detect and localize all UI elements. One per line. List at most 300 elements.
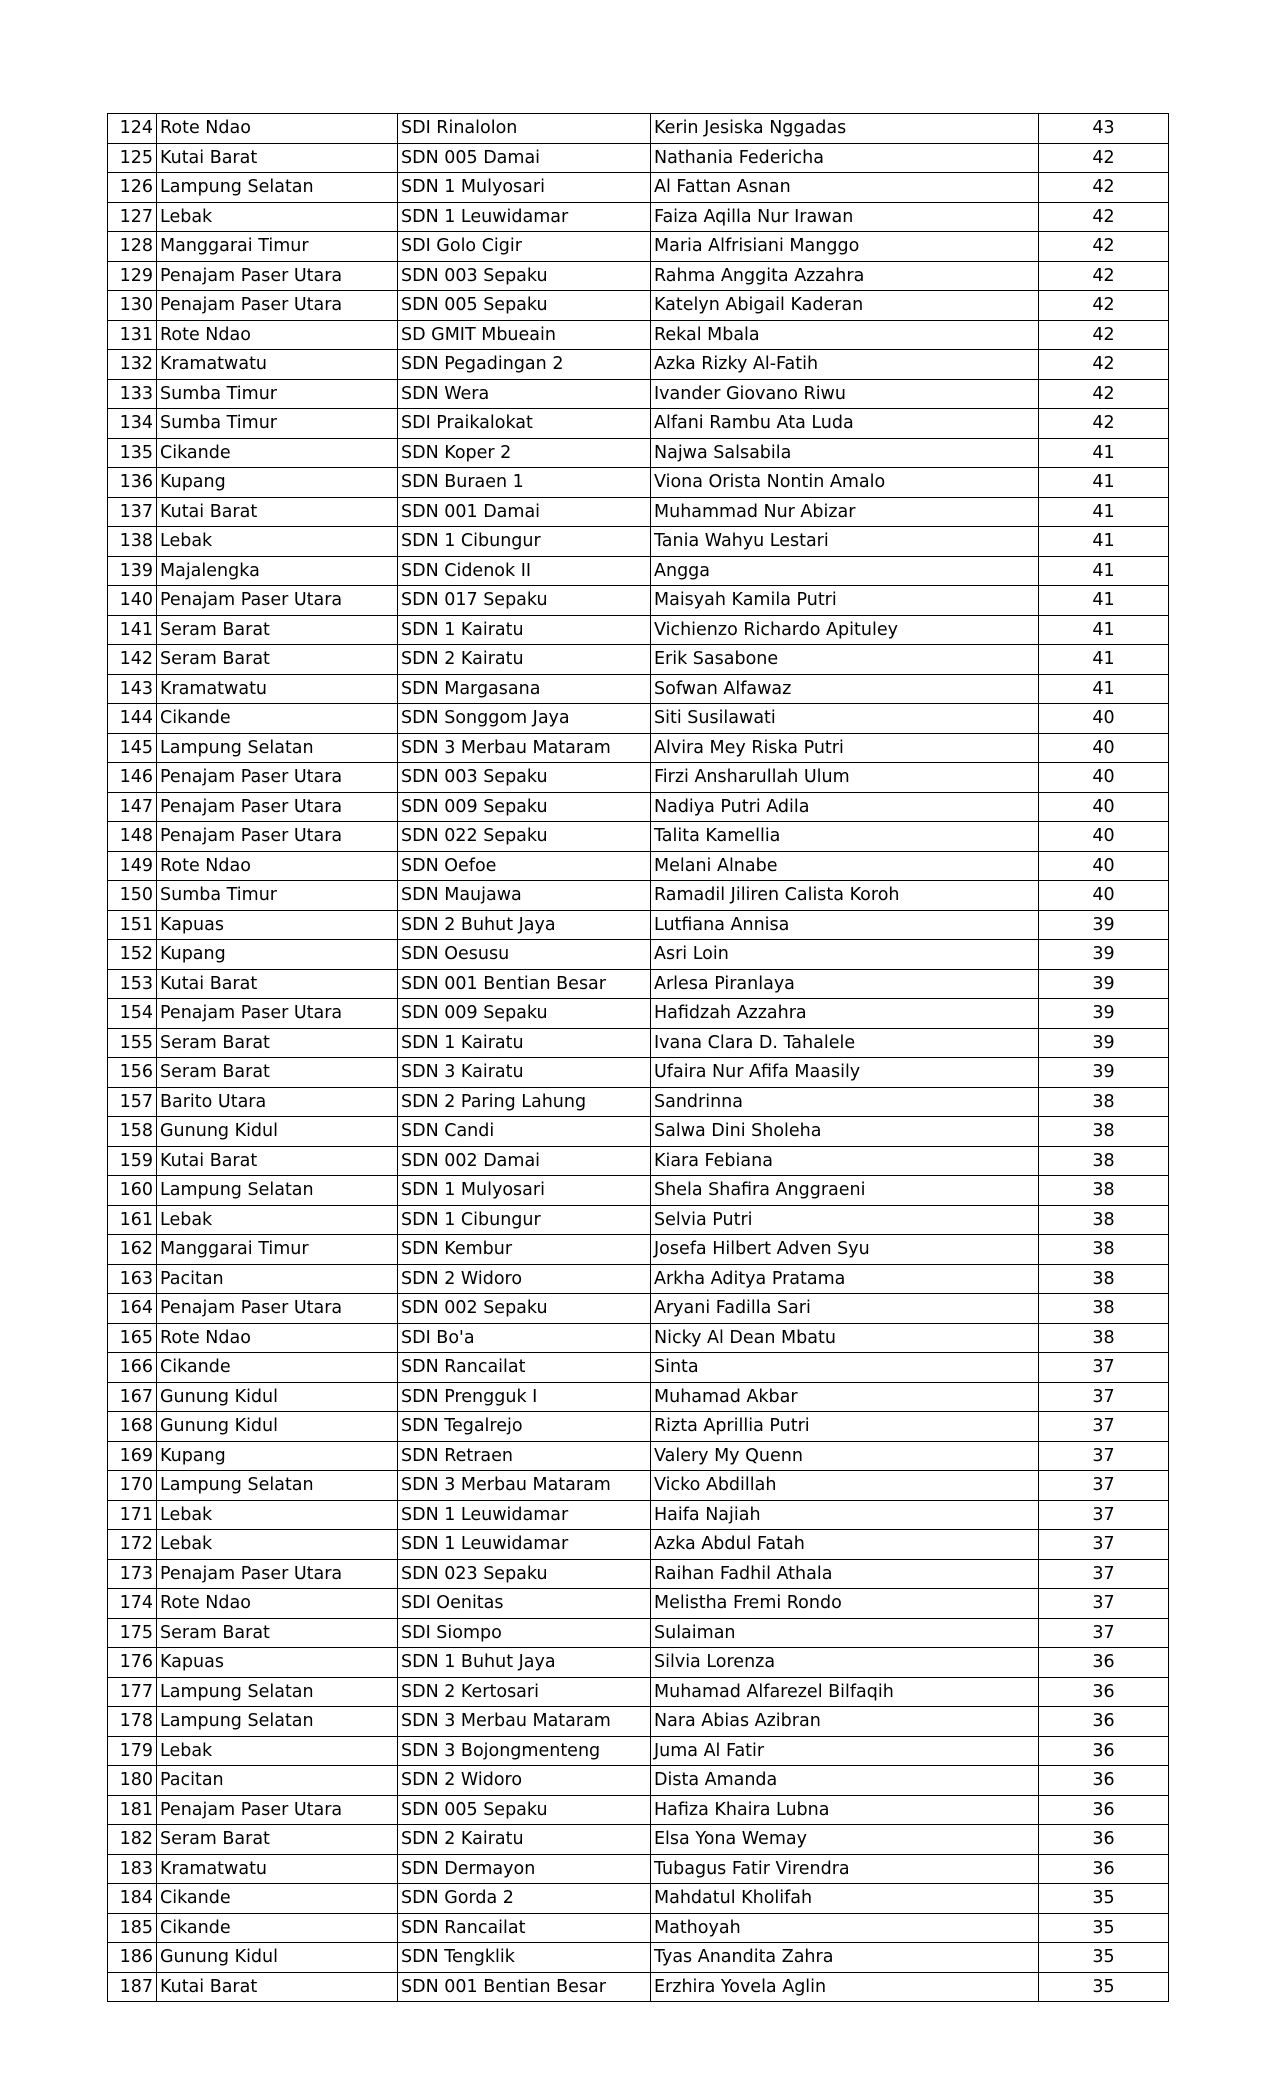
region-cell: Lampung Selatan — [157, 1471, 398, 1501]
score-cell: 40 — [1039, 763, 1169, 793]
row-number-cell: 127 — [108, 202, 157, 232]
table-row — [108, 1382, 1169, 1412]
school-cell: SDN 022 Sepaku — [398, 822, 651, 852]
score-cell: 41 — [1039, 645, 1169, 675]
region-cell: Seram Barat — [157, 645, 398, 675]
region-cell: Kramatwatu — [157, 350, 398, 380]
school-cell: SDN Tegalrejo — [398, 1412, 651, 1442]
table-row — [108, 733, 1169, 763]
region-cell: Kramatwatu — [157, 1854, 398, 1884]
student-name-cell: Melani Alnabe — [651, 851, 1039, 881]
region-cell: Kutai Barat — [157, 969, 398, 999]
student-name-cell: Ivander Giovano Riwu — [651, 379, 1039, 409]
region-cell: Seram Barat — [157, 1028, 398, 1058]
score-cell: 37 — [1039, 1382, 1169, 1412]
student-name-cell: Faiza Aqilla Nur Irawan — [651, 202, 1039, 232]
table-row — [108, 173, 1169, 203]
region-cell: Lampung Selatan — [157, 1677, 398, 1707]
student-name-cell: Vichienzo Richardo Apituley — [651, 615, 1039, 645]
school-cell: SDN 3 Merbau Mataram — [398, 1471, 651, 1501]
row-number-cell: 164 — [108, 1294, 157, 1324]
score-cell: 37 — [1039, 1589, 1169, 1619]
table-row — [108, 232, 1169, 262]
results-table — [107, 113, 1169, 2002]
school-cell: SDN 2 Kairatu — [398, 1825, 651, 1855]
row-number-cell: 147 — [108, 792, 157, 822]
region-cell: Seram Barat — [157, 1058, 398, 1088]
region-cell: Sumba Timur — [157, 409, 398, 439]
school-cell: SDN 1 Mulyosari — [398, 173, 651, 203]
region-cell: Penajam Paser Utara — [157, 763, 398, 793]
score-cell: 35 — [1039, 1943, 1169, 1973]
region-cell: Penajam Paser Utara — [157, 1559, 398, 1589]
region-cell: Penajam Paser Utara — [157, 291, 398, 321]
school-cell: SDN 001 Bentian Besar — [398, 969, 651, 999]
school-cell: SDI Oenitas — [398, 1589, 651, 1619]
student-name-cell: Azka Abdul Fatah — [651, 1530, 1039, 1560]
student-name-cell: Nadiya Putri Adila — [651, 792, 1039, 822]
student-name-cell: Firzi Ansharullah Ulum — [651, 763, 1039, 793]
row-number-cell: 167 — [108, 1382, 157, 1412]
school-cell: SDI Siompo — [398, 1618, 651, 1648]
table-row — [108, 1117, 1169, 1147]
table-row — [108, 851, 1169, 881]
region-cell: Kapuas — [157, 910, 398, 940]
student-name-cell: Erik Sasabone — [651, 645, 1039, 675]
region-cell: Penajam Paser Utara — [157, 1294, 398, 1324]
school-cell: SDN Songgom Jaya — [398, 704, 651, 734]
region-cell: Lebak — [157, 527, 398, 557]
table-row — [108, 674, 1169, 704]
region-cell: Penajam Paser Utara — [157, 261, 398, 291]
school-cell: SDN 009 Sepaku — [398, 999, 651, 1029]
table-row — [108, 350, 1169, 380]
score-cell: 36 — [1039, 1707, 1169, 1737]
region-cell: Kutai Barat — [157, 1972, 398, 2002]
table-row — [108, 1176, 1169, 1206]
score-cell: 36 — [1039, 1854, 1169, 1884]
row-number-cell: 136 — [108, 468, 157, 498]
table-row — [108, 143, 1169, 173]
student-name-cell: Alvira Mey Riska Putri — [651, 733, 1039, 763]
score-cell: 37 — [1039, 1559, 1169, 1589]
score-cell: 40 — [1039, 704, 1169, 734]
row-number-cell: 170 — [108, 1471, 157, 1501]
score-cell: 36 — [1039, 1736, 1169, 1766]
row-number-cell: 132 — [108, 350, 157, 380]
school-cell: SDN 001 Bentian Besar — [398, 1972, 651, 2002]
school-cell: SDN 002 Damai — [398, 1146, 651, 1176]
row-number-cell: 154 — [108, 999, 157, 1029]
student-name-cell: Talita Kamellia — [651, 822, 1039, 852]
score-cell: 40 — [1039, 822, 1169, 852]
table-row — [108, 822, 1169, 852]
row-number-cell: 186 — [108, 1943, 157, 1973]
region-cell: Gunung Kidul — [157, 1382, 398, 1412]
score-cell: 42 — [1039, 143, 1169, 173]
student-name-cell: Muhamad Akbar — [651, 1382, 1039, 1412]
row-number-cell: 149 — [108, 851, 157, 881]
row-number-cell: 178 — [108, 1707, 157, 1737]
region-cell: Barito Utara — [157, 1087, 398, 1117]
school-cell: SDN 005 Sepaku — [398, 291, 651, 321]
row-number-cell: 169 — [108, 1441, 157, 1471]
score-cell: 40 — [1039, 881, 1169, 911]
score-cell: 37 — [1039, 1441, 1169, 1471]
score-cell: 36 — [1039, 1766, 1169, 1796]
student-name-cell: Shela Shafira Anggraeni — [651, 1176, 1039, 1206]
table-row — [108, 291, 1169, 321]
school-cell: SDN Oesusu — [398, 940, 651, 970]
student-name-cell: Josefa Hilbert Adven Syu — [651, 1235, 1039, 1265]
score-cell: 40 — [1039, 851, 1169, 881]
table-row — [108, 615, 1169, 645]
score-cell: 38 — [1039, 1235, 1169, 1265]
student-name-cell: Valery My Quenn — [651, 1441, 1039, 1471]
school-cell: SDN 2 Kairatu — [398, 645, 651, 675]
school-cell: SDN 1 Kairatu — [398, 615, 651, 645]
school-cell: SDN 005 Sepaku — [398, 1795, 651, 1825]
score-cell: 37 — [1039, 1500, 1169, 1530]
score-cell: 36 — [1039, 1795, 1169, 1825]
school-cell: SDN 005 Damai — [398, 143, 651, 173]
table-row — [108, 1766, 1169, 1796]
row-number-cell: 144 — [108, 704, 157, 734]
region-cell: Penajam Paser Utara — [157, 999, 398, 1029]
score-cell: 42 — [1039, 261, 1169, 291]
school-cell: SDN 1 Leuwidamar — [398, 1530, 651, 1560]
score-cell: 42 — [1039, 232, 1169, 262]
table-row — [108, 881, 1169, 911]
row-number-cell: 187 — [108, 1972, 157, 2002]
score-cell: 38 — [1039, 1264, 1169, 1294]
table-row — [108, 1913, 1169, 1943]
student-name-cell: Mahdatul Kholifah — [651, 1884, 1039, 1914]
row-number-cell: 156 — [108, 1058, 157, 1088]
table-row — [108, 1589, 1169, 1619]
score-cell: 39 — [1039, 969, 1169, 999]
student-name-cell: Arlesa Piranlaya — [651, 969, 1039, 999]
table-row — [108, 999, 1169, 1029]
row-number-cell: 161 — [108, 1205, 157, 1235]
table-row — [108, 1412, 1169, 1442]
score-cell: 40 — [1039, 792, 1169, 822]
score-cell: 38 — [1039, 1205, 1169, 1235]
school-cell: SDI Praikalokat — [398, 409, 651, 439]
row-number-cell: 141 — [108, 615, 157, 645]
table-row — [108, 556, 1169, 586]
student-name-cell: Hafidzah Azzahra — [651, 999, 1039, 1029]
student-name-cell: Rizta Aprillia Putri — [651, 1412, 1039, 1442]
school-cell: SDN 1 Mulyosari — [398, 1176, 651, 1206]
table-row — [108, 1353, 1169, 1383]
student-name-cell: Kerin Jesiska Nggadas — [651, 114, 1039, 144]
student-name-cell: Maisyah Kamila Putri — [651, 586, 1039, 616]
score-cell: 41 — [1039, 468, 1169, 498]
row-number-cell: 133 — [108, 379, 157, 409]
table-row — [108, 1618, 1169, 1648]
school-cell: SDN 003 Sepaku — [398, 261, 651, 291]
score-cell: 40 — [1039, 733, 1169, 763]
school-cell: SDI Golo Cigir — [398, 232, 651, 262]
school-cell: SDI Rinalolon — [398, 114, 651, 144]
student-name-cell: Tyas Anandita Zahra — [651, 1943, 1039, 1973]
row-number-cell: 155 — [108, 1028, 157, 1058]
student-name-cell: Tania Wahyu Lestari — [651, 527, 1039, 557]
row-number-cell: 185 — [108, 1913, 157, 1943]
region-cell: Pacitan — [157, 1264, 398, 1294]
row-number-cell: 139 — [108, 556, 157, 586]
row-number-cell: 125 — [108, 143, 157, 173]
table-row — [108, 792, 1169, 822]
table-row — [108, 645, 1169, 675]
region-cell: Kutai Barat — [157, 1146, 398, 1176]
school-cell: SDN Maujawa — [398, 881, 651, 911]
score-cell: 41 — [1039, 674, 1169, 704]
table-row — [108, 1146, 1169, 1176]
table-row — [108, 969, 1169, 999]
table-row — [108, 438, 1169, 468]
row-number-cell: 175 — [108, 1618, 157, 1648]
region-cell: Seram Barat — [157, 1825, 398, 1855]
student-name-cell: Rahma Anggita Azzahra — [651, 261, 1039, 291]
score-cell: 38 — [1039, 1117, 1169, 1147]
student-name-cell: Selvia Putri — [651, 1205, 1039, 1235]
student-name-cell: Rekal Mbala — [651, 320, 1039, 350]
row-number-cell: 184 — [108, 1884, 157, 1914]
school-cell: SDN 3 Merbau Mataram — [398, 1707, 651, 1737]
row-number-cell: 166 — [108, 1353, 157, 1383]
region-cell: Lampung Selatan — [157, 1176, 398, 1206]
table-row — [108, 763, 1169, 793]
region-cell: Penajam Paser Utara — [157, 1795, 398, 1825]
student-name-cell: Maria Alfrisiani Manggo — [651, 232, 1039, 262]
region-cell: Manggarai Timur — [157, 1235, 398, 1265]
student-name-cell: Erzhira Yovela Aglin — [651, 1972, 1039, 2002]
table-row — [108, 1854, 1169, 1884]
row-number-cell: 180 — [108, 1766, 157, 1796]
region-cell: Lampung Selatan — [157, 733, 398, 763]
row-number-cell: 168 — [108, 1412, 157, 1442]
score-cell: 38 — [1039, 1087, 1169, 1117]
student-name-cell: Salwa Dini Sholeha — [651, 1117, 1039, 1147]
table-body — [108, 114, 1169, 2002]
score-cell: 41 — [1039, 497, 1169, 527]
school-cell: SDN 001 Damai — [398, 497, 651, 527]
table-row — [108, 320, 1169, 350]
row-number-cell: 151 — [108, 910, 157, 940]
row-number-cell: 172 — [108, 1530, 157, 1560]
table-row — [108, 1205, 1169, 1235]
row-number-cell: 129 — [108, 261, 157, 291]
row-number-cell: 142 — [108, 645, 157, 675]
region-cell: Gunung Kidul — [157, 1412, 398, 1442]
student-name-cell: Siti Susilawati — [651, 704, 1039, 734]
region-cell: Majalengka — [157, 556, 398, 586]
student-name-cell: Ivana Clara D. Tahalele — [651, 1028, 1039, 1058]
region-cell: Kapuas — [157, 1648, 398, 1678]
region-cell: Lebak — [157, 202, 398, 232]
region-cell: Lebak — [157, 1205, 398, 1235]
school-cell: SDN 017 Sepaku — [398, 586, 651, 616]
student-name-cell: Sulaiman — [651, 1618, 1039, 1648]
school-cell: SDN Buraen 1 — [398, 468, 651, 498]
school-cell: SDN 3 Kairatu — [398, 1058, 651, 1088]
region-cell: Gunung Kidul — [157, 1117, 398, 1147]
student-name-cell: Nicky Al Dean Mbatu — [651, 1323, 1039, 1353]
score-cell: 37 — [1039, 1471, 1169, 1501]
region-cell: Cikande — [157, 704, 398, 734]
score-cell: 42 — [1039, 409, 1169, 439]
school-cell: SDN Dermayon — [398, 1854, 651, 1884]
region-cell: Penajam Paser Utara — [157, 792, 398, 822]
region-cell: Seram Barat — [157, 615, 398, 645]
table-row — [108, 1471, 1169, 1501]
region-cell: Kutai Barat — [157, 143, 398, 173]
student-name-cell: Ramadil Jiliren Calista Koroh — [651, 881, 1039, 911]
student-name-cell: Vicko Abdillah — [651, 1471, 1039, 1501]
row-number-cell: 157 — [108, 1087, 157, 1117]
region-cell: Lampung Selatan — [157, 1707, 398, 1737]
school-cell: SDN 1 Leuwidamar — [398, 1500, 651, 1530]
row-number-cell: 160 — [108, 1176, 157, 1206]
student-name-cell: Muhammad Nur Abizar — [651, 497, 1039, 527]
score-cell: 36 — [1039, 1677, 1169, 1707]
school-cell: SDN 023 Sepaku — [398, 1559, 651, 1589]
school-cell: SDN Oefoe — [398, 851, 651, 881]
score-cell: 36 — [1039, 1825, 1169, 1855]
school-cell: SDN 2 Buhut Jaya — [398, 910, 651, 940]
school-cell: SDI Bo'a — [398, 1323, 651, 1353]
student-name-cell: Viona Orista Nontin Amalo — [651, 468, 1039, 498]
school-cell: SDN 2 Kertosari — [398, 1677, 651, 1707]
table-row — [108, 1028, 1169, 1058]
student-name-cell: Arkha Aditya Pratama — [651, 1264, 1039, 1294]
table-row — [108, 1707, 1169, 1737]
student-name-cell: Katelyn Abigail Kaderan — [651, 291, 1039, 321]
score-cell: 38 — [1039, 1323, 1169, 1353]
school-cell: SDN Pegadingan 2 — [398, 350, 651, 380]
student-name-cell: Lutfiana Annisa — [651, 910, 1039, 940]
score-cell: 37 — [1039, 1353, 1169, 1383]
region-cell: Lampung Selatan — [157, 173, 398, 203]
score-cell: 42 — [1039, 350, 1169, 380]
region-cell: Sumba Timur — [157, 881, 398, 911]
score-cell: 38 — [1039, 1294, 1169, 1324]
school-cell: SDN 2 Paring Lahung — [398, 1087, 651, 1117]
row-number-cell: 171 — [108, 1500, 157, 1530]
row-number-cell: 165 — [108, 1323, 157, 1353]
row-number-cell: 158 — [108, 1117, 157, 1147]
table-row — [108, 1500, 1169, 1530]
region-cell: Rote Ndao — [157, 851, 398, 881]
row-number-cell: 177 — [108, 1677, 157, 1707]
student-name-cell: Alfani Rambu Ata Luda — [651, 409, 1039, 439]
region-cell: Kramatwatu — [157, 674, 398, 704]
table-row — [108, 261, 1169, 291]
row-number-cell: 137 — [108, 497, 157, 527]
score-cell: 38 — [1039, 1176, 1169, 1206]
row-number-cell: 152 — [108, 940, 157, 970]
score-cell: 42 — [1039, 320, 1169, 350]
table-row — [108, 409, 1169, 439]
score-cell: 41 — [1039, 586, 1169, 616]
region-cell: Lebak — [157, 1500, 398, 1530]
region-cell: Cikande — [157, 1913, 398, 1943]
row-number-cell: 159 — [108, 1146, 157, 1176]
score-cell: 35 — [1039, 1972, 1169, 2002]
student-name-cell: Mathoyah — [651, 1913, 1039, 1943]
row-number-cell: 126 — [108, 173, 157, 203]
table-row — [108, 1058, 1169, 1088]
region-cell: Kutai Barat — [157, 497, 398, 527]
school-cell: SDN Tengklik — [398, 1943, 651, 1973]
row-number-cell: 173 — [108, 1559, 157, 1589]
score-cell: 42 — [1039, 291, 1169, 321]
table-row — [108, 910, 1169, 940]
student-name-cell: Najwa Salsabila — [651, 438, 1039, 468]
row-number-cell: 162 — [108, 1235, 157, 1265]
table-row — [108, 202, 1169, 232]
region-cell: Kupang — [157, 468, 398, 498]
row-number-cell: 183 — [108, 1854, 157, 1884]
row-number-cell: 130 — [108, 291, 157, 321]
table-row — [108, 1294, 1169, 1324]
student-name-cell: Ufaira Nur Afifa Maasily — [651, 1058, 1039, 1088]
student-name-cell: Elsa Yona Wemay — [651, 1825, 1039, 1855]
student-name-cell: Al Fattan Asnan — [651, 173, 1039, 203]
table-row — [108, 940, 1169, 970]
row-number-cell: 153 — [108, 969, 157, 999]
school-cell: SDN 2 Widoro — [398, 1264, 651, 1294]
row-number-cell: 181 — [108, 1795, 157, 1825]
school-cell: SDN 3 Bojongmenteng — [398, 1736, 651, 1766]
table-row — [108, 1677, 1169, 1707]
row-number-cell: 174 — [108, 1589, 157, 1619]
table-row — [108, 704, 1169, 734]
school-cell: SDN Retraen — [398, 1441, 651, 1471]
school-cell: SDN Candi — [398, 1117, 651, 1147]
row-number-cell: 138 — [108, 527, 157, 557]
score-cell: 36 — [1039, 1648, 1169, 1678]
row-number-cell: 128 — [108, 232, 157, 262]
score-cell: 41 — [1039, 615, 1169, 645]
region-cell: Rote Ndao — [157, 1589, 398, 1619]
row-number-cell: 131 — [108, 320, 157, 350]
student-name-cell: Sinta — [651, 1353, 1039, 1383]
score-cell: 39 — [1039, 910, 1169, 940]
row-number-cell: 148 — [108, 822, 157, 852]
student-name-cell: Juma Al Fatir — [651, 1736, 1039, 1766]
table-row — [108, 1795, 1169, 1825]
school-cell: SDN 1 Cibungur — [398, 1205, 651, 1235]
table-row — [108, 379, 1169, 409]
table-row — [108, 1323, 1169, 1353]
row-number-cell: 135 — [108, 438, 157, 468]
student-name-cell: Aryani Fadilla Sari — [651, 1294, 1039, 1324]
region-cell: Lebak — [157, 1530, 398, 1560]
student-name-cell: Silvia Lorenza — [651, 1648, 1039, 1678]
school-cell: SDN 003 Sepaku — [398, 763, 651, 793]
region-cell: Cikande — [157, 1353, 398, 1383]
student-name-cell: Tubagus Fatir Virendra — [651, 1854, 1039, 1884]
student-name-cell: Nathania Federicha — [651, 143, 1039, 173]
school-cell: SDN Prengguk I — [398, 1382, 651, 1412]
region-cell: Manggarai Timur — [157, 232, 398, 262]
region-cell: Kupang — [157, 940, 398, 970]
student-name-cell: Raihan Fadhil Athala — [651, 1559, 1039, 1589]
region-cell: Penajam Paser Utara — [157, 822, 398, 852]
